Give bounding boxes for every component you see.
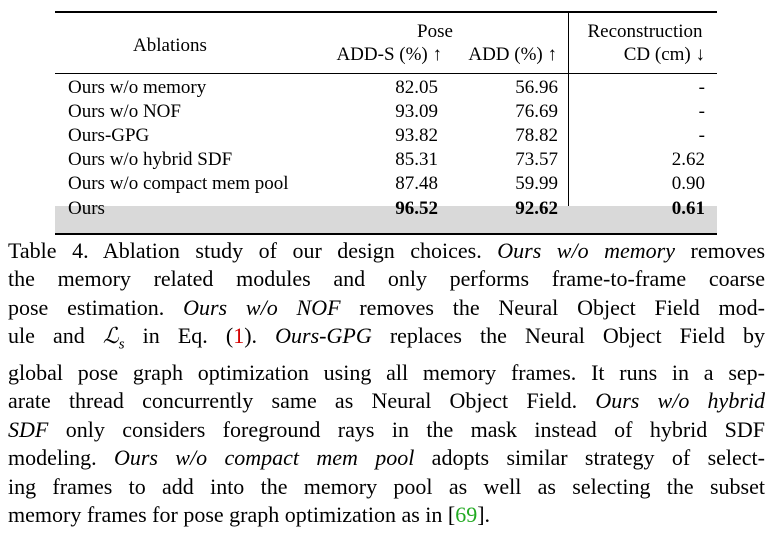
row-cd: - [698,101,705,122]
column-divider [568,11,569,235]
row-cd: - [698,125,705,146]
caption-line [8,473,765,501]
caption-label: Table 4. [8,238,89,263]
caption-line [8,416,765,444]
caption-variant: Ours w/o hybrid [595,388,765,414]
bottom-rule [55,233,717,235]
top-rule [55,11,717,13]
row-cd: 2.62 [671,149,705,170]
row-add: 59.99 [515,173,558,194]
row-cd: - [698,77,705,98]
caption-line [8,387,765,415]
row-adds: 85.31 [395,149,438,170]
caption-variant: SDF [8,416,49,442]
row-adds: 82.05 [395,77,438,98]
caption-text: memory frames for pose graph optimization as in [ [8,502,456,528]
row-add: 78.82 [515,125,558,146]
caption-line [8,322,765,359]
caption-text: Ablation study of our design choices. [88,238,498,263]
caption-text: adopts similar strategy of select- [414,445,765,471]
caption-text: arate thread concurrently same as Neural Object Field. [8,388,596,414]
caption-text: removes [674,238,766,263]
row-add: 92.62 [515,198,558,219]
caption-line [8,237,765,265]
row-adds: 96.52 [395,198,438,219]
caption-line [8,294,765,322]
equation-ref-link[interactable]: 1 [233,323,245,349]
caption-text: in Eq. ( [124,323,234,349]
caption-text: ). [244,323,276,349]
row-name: Ours w/o memory [68,77,207,98]
caption-text: ule and [8,323,103,349]
header-cd: CD (cm) ↓ [623,44,705,65]
row-name: Ours w/o compact mem pool [68,173,289,194]
row-cd: 0.90 [671,173,705,194]
caption-text: global pose graph optimization using all memory frames. It runs in a sep- [8,360,765,386]
caption-variant: Ours w/o compact mem pool [113,445,415,471]
header-rule [55,73,717,74]
caption-text: pose estimation. [8,294,184,320]
header-adds: ADD-S (%) ↑ [336,44,442,65]
header-reconstruction: Reconstruction [587,21,703,42]
citation-link[interactable]: 69 [455,502,478,528]
caption-text: the memory related modules and only performs frame-to-frame coarse [8,266,765,292]
caption-line [8,501,765,529]
caption-text: modeling. [8,445,114,471]
caption-variant: Ours-GPG [275,323,372,349]
caption-text: only considers foreground rays in the mask instead of hybrid SDF [48,416,765,442]
caption-line [8,359,765,387]
header-ablations: Ablations [133,35,207,56]
caption-text: replaces the Neural Object Field by [371,323,765,349]
row-adds: 93.09 [395,101,438,122]
caption-line [8,444,765,472]
caption-variant: Ours w/o NOF [183,294,341,320]
row-add: 73.57 [515,149,558,170]
caption-text: removes the Neural Object Field mod- [340,294,765,320]
header-pose: Pose [417,21,453,42]
caption-text: ]. [477,502,491,528]
caption-line [8,265,765,293]
table-caption [8,237,765,529]
row-adds: 93.82 [395,125,438,146]
row-add: 76.69 [515,101,558,122]
row-name: Ours w/o NOF [68,101,181,122]
row-add: 56.96 [515,77,558,98]
header-add: ADD (%) ↑ [468,44,557,65]
row-name: Ours [68,198,105,219]
loss-subscript: s [118,336,125,353]
row-name: Ours-GPG [68,125,150,146]
row-cd: 0.61 [671,198,705,219]
caption-variant: Ours w/o memory [497,238,675,263]
loss-symbol: ℒ [102,323,119,349]
row-name: Ours w/o hybrid SDF [68,149,233,170]
row-adds: 87.48 [395,173,438,194]
caption-text: ing frames to add into the memory pool as well as selecting the subset [8,473,765,499]
